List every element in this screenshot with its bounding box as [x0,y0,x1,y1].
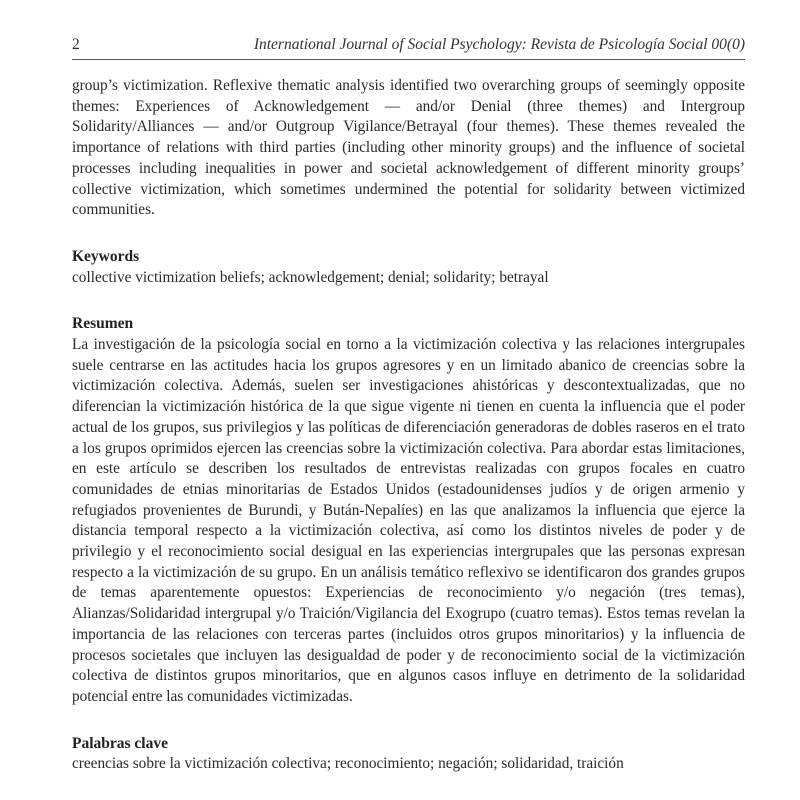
palabras-clave-heading: Palabras clave [72,734,168,752]
header-rule [72,59,745,60]
resumen-text: La investigación de la psicología social en torno a la victimización colectiva y las relaciones intergrupales suele centrarse en las actitudes hacia los grupos agresores y en un limitado abanico de creencias sobre la victimización colectiva. Además, suelen ser investigaciones ahistóricas y descontextualizadas, que no diferencian la victimización histórica de la que sigue vigente ni tienen en cuenta la influencia que el poder actual de los grupos, sus privilegios y las políticas de diferenciación generadoras de dobles raseros en el trato a los grupos oprimidos ejercen las creencias sobre la victimización colectiva. Para abordar estas limitaciones, en este artículo se describen los resultados de entrevistas realizadas con grupos focales en cuatro comunidades de etnias minoritarias de Estados Unidos (estadounidenses judíos y de origen armenio y refugiados provenientes de Burundi, y Bután-Nepalíes) en las que analizamos la influencia que ejerce la distancia temporal respecto a la victimización colectiva, así como los distintos niveles de poder y de privilegio y el reconocimiento social desigual en las experiencias intergrupales que las personas expresan respecto a la victimización de su grupo. En un análisis temático reflexivo se identificaron dos grandes grupos de temas aparentemente opuestos: Experiencias de reconocimiento y/o negación (tres temas), Alianzas/Solidaridad intergrupal y/o Traición/Vigilancia del Exogrupo (cuatro temas). Estos temas revelan la importancia de las relaciones con terceras partes (incluidos otros grupos minoritarios) y la influencia de procesos societales que incluyen las desigualdad de poder y de reconocimiento social de la victimización colectiva de distintos grupos minoritarios, que en algunos casos influye en detrimento de la solidaridad potencial entre las comunidades victimizadas. [72,336,745,705]
running-header [72,34,745,56]
journal-title: International Journal of Social Psychology: Revista de Psicología Social 00(0) [253,36,745,53]
page [72,34,745,775]
resumen-heading: Resumen [72,315,134,333]
palabras-clave-text: creencias sobre la victimización colectiva; reconocimiento; negación; solidaridad, traición [72,755,624,773]
keywords-text: collective victimization beliefs; acknowledgement; denial; solidarity; betrayal [72,268,549,286]
page-number: 2 [72,36,80,53]
keywords-heading: Keywords [72,247,140,265]
abstract-continuation: group’s victimization. Reflexive thematic analysis identified two overarching groups of seemingly opposite themes: Experiences of Acknowledgement — and/or Denial (three themes) and Intergroup Solidarity/Alliances — and/or Outgroup Vigilance/Betrayal (four themes). These themes revealed the importance of relations with third parties (including other minority groups) and the influence of societal processes including inequalities in power and societal acknowledgement of different minority groups’ collective victimization, which sometimes undermined the potential for solidarity between victimized communities. [72,77,745,219]
